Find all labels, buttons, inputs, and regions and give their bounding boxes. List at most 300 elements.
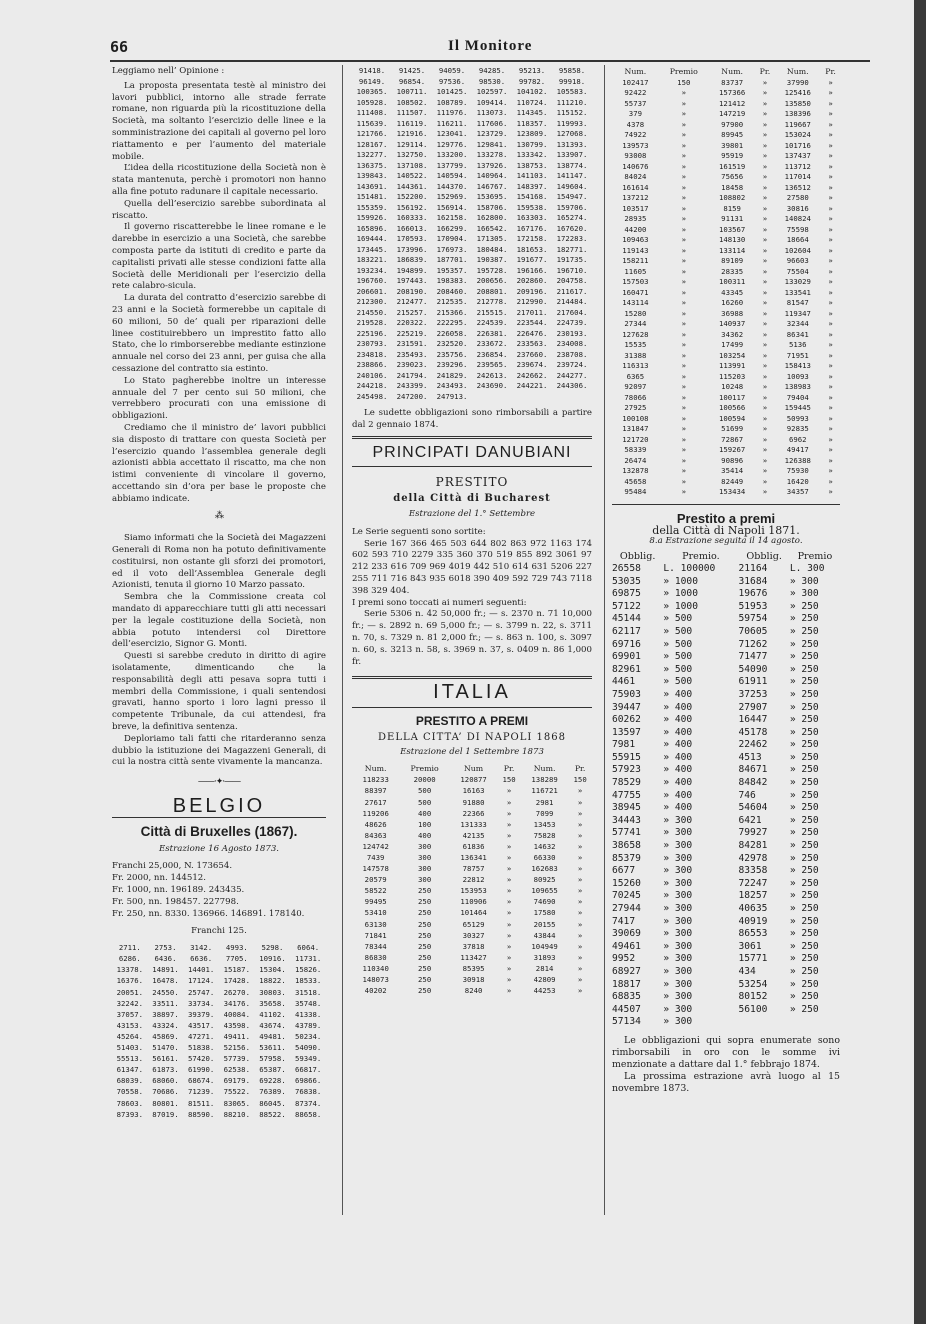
table-cell: 180484.: [476, 244, 508, 254]
table-cell: 130799.: [516, 139, 548, 149]
table-row: [352, 161, 592, 172]
table-row: [612, 193, 840, 204]
table-cell: »: [762, 193, 768, 203]
table-cell: 172283.: [556, 234, 588, 243]
table-cell: »: [762, 434, 768, 444]
table-cell: 115203: [718, 371, 746, 381]
table-cell: 51470.: [152, 1043, 179, 1053]
table-cell: 170904.: [436, 234, 468, 243]
table-cell: 156192.: [396, 202, 428, 212]
table-row: [352, 841, 592, 852]
opinione-intro: Leggiamo nell’ Opinione :: [112, 66, 225, 76]
table-cell: 96149.: [358, 76, 386, 86]
table-cell: 119347: [784, 308, 811, 318]
table-cell: » 250: [789, 852, 819, 864]
table-cell: 8159: [723, 203, 741, 213]
table-row: [612, 702, 840, 715]
table-cell: 75930: [786, 466, 809, 476]
table-cell: 151481.: [356, 192, 388, 201]
table-cell: 102604: [784, 245, 811, 255]
table-row: [612, 372, 840, 383]
table-cell: 39069: [612, 928, 641, 940]
table-cell: 15304.: [259, 965, 286, 975]
table-row: [612, 351, 840, 362]
table-cell: 119667: [784, 119, 811, 129]
table-cell: 60262: [612, 714, 641, 726]
table-cell: » 400: [663, 789, 693, 801]
table-row: [612, 865, 840, 878]
table-cell: » 300: [663, 991, 693, 1003]
table-row: [612, 827, 840, 840]
table-cell: »: [506, 975, 512, 985]
table-cell: 214550.: [356, 307, 388, 317]
table-cell: 500: [418, 786, 432, 796]
table-cell: 250: [418, 952, 432, 962]
table-cell: 86045.: [259, 1098, 286, 1108]
table-row: [352, 830, 592, 841]
column-header: Num: [463, 763, 484, 773]
table-cell: 49411.: [223, 1031, 250, 1041]
table-cell: 9952: [612, 953, 636, 965]
table-cell: 111210.: [556, 97, 588, 107]
table-cell: » 400: [663, 764, 693, 776]
table-cell: »: [828, 329, 833, 339]
table-cell: » 250: [789, 726, 819, 738]
table-cell: »: [762, 487, 768, 497]
table-cell: » 250: [789, 789, 819, 801]
table-cell: »: [828, 298, 833, 308]
table-cell: 6636.: [190, 954, 213, 964]
table-cell: 74922: [624, 130, 647, 140]
table-cell: 68039.: [116, 1076, 143, 1086]
article-paragraph: Crediamo che il ministro de’ lavori pubblici sia disposto di trattare con questa Società per l’esercizio quando l’assemblea generale degli azionisti abbia accettato il riscatto, ma che non istimi conveniente di vincolare il governo, accettando sin d’ora per base le proposte che abbiamo indicate.: [112, 422, 326, 504]
table-cell: 167620.: [556, 223, 588, 233]
table-row: [612, 109, 840, 120]
table-cell: »: [828, 214, 833, 224]
table-cell: 110906: [460, 897, 487, 907]
table-cell: » 250: [789, 802, 819, 814]
table-cell: »: [681, 466, 686, 476]
table-cell: 170593.: [396, 234, 428, 243]
table-cell: 143114: [622, 298, 649, 308]
table-cell: 104949: [531, 941, 558, 951]
table-cell: 127068.: [556, 129, 588, 138]
table-cell: 108802: [718, 193, 746, 203]
table-cell: 54604: [738, 802, 768, 814]
table-row: [612, 277, 840, 288]
table-cell: 65387.: [259, 1065, 286, 1075]
table-cell: »: [762, 277, 768, 287]
table-cell: 81511.: [187, 1098, 215, 1108]
table-cell: »: [828, 371, 833, 381]
table-cell: 150: [677, 77, 691, 87]
table-row: [612, 151, 840, 162]
table-row: [352, 896, 592, 907]
italia-title: ITALIA: [433, 681, 511, 704]
table-cell: »: [681, 256, 686, 266]
table-row: [612, 130, 840, 141]
table-row: [352, 297, 592, 308]
table-cell: 152200.: [396, 192, 428, 201]
prize-intro: I premi sono toccati ai numeri seguenti:: [352, 597, 527, 608]
table-row: [352, 797, 592, 808]
table-cell: 53254: [738, 978, 768, 990]
table-cell: 76389.: [259, 1087, 286, 1097]
table-cell: 4993.: [225, 943, 248, 953]
table-cell: 109655: [531, 886, 558, 896]
table-cell: 51953: [738, 600, 768, 612]
table-cell: »: [681, 98, 686, 108]
table-cell: 117014: [784, 172, 811, 182]
belgio-title: BELGIO: [172, 795, 266, 818]
table-row: [612, 601, 840, 614]
table-cell: »: [681, 340, 686, 350]
table-cell: »: [577, 786, 583, 796]
table-cell: 110340: [362, 963, 389, 973]
table-cell: 15771: [738, 953, 768, 965]
table-cell: » 400: [663, 701, 693, 713]
masthead: Il Monitore: [448, 38, 533, 54]
table-cell: »: [681, 193, 686, 203]
table-cell: 58339: [624, 445, 647, 455]
table-cell: »: [828, 476, 833, 486]
table-cell: 133541: [784, 287, 811, 297]
table-row: [612, 445, 840, 456]
column-1: [112, 66, 326, 1120]
table-cell: 113991: [718, 361, 746, 371]
table-cell: »: [577, 952, 583, 962]
table-cell: 111976.: [436, 108, 468, 117]
table-cell: 99782.: [518, 76, 546, 86]
table-cell: 125416: [784, 88, 811, 98]
table-cell: 113073.: [476, 108, 508, 117]
table-cell: 100594: [718, 413, 746, 423]
table-cell: 6677: [612, 865, 636, 877]
table-cell: 26270.: [223, 987, 250, 997]
table-cell: 43844: [533, 930, 556, 940]
column-header: Num.: [364, 763, 387, 773]
table-cell: 6365: [626, 371, 645, 381]
table-cell: »: [762, 119, 768, 129]
table-cell: 78529: [612, 777, 641, 789]
table-cell: 2753.: [154, 943, 177, 953]
column-header: Pr.: [759, 67, 771, 76]
table-cell: 100117: [718, 392, 746, 402]
table-cell: 93008: [624, 151, 647, 161]
table-cell: »: [577, 908, 583, 918]
table-cell: 116721: [531, 786, 558, 796]
table-cell: » 250: [789, 978, 819, 990]
table-cell: 127628: [622, 329, 649, 339]
table-row: [352, 77, 592, 88]
table-row: [352, 129, 592, 140]
header-rule: [110, 60, 870, 62]
table-cell: 15187.: [223, 965, 250, 975]
table-row: [352, 852, 592, 863]
table-cell: 162683: [531, 864, 558, 874]
table-cell: 18822.: [259, 976, 286, 986]
table-cell: 238866.: [356, 360, 388, 369]
table-cell: 103517: [622, 203, 649, 213]
table-cell: 115152.: [556, 108, 588, 117]
table-cell: » 400: [663, 726, 693, 738]
napoli-1868-sub: DELLA CITTA’ DI NAPOLI 1868: [378, 731, 566, 743]
table-cell: 21164: [738, 562, 768, 574]
table-cell: 27925: [624, 403, 647, 413]
table-cell: 75656: [721, 172, 744, 182]
column-divider: [342, 65, 343, 1215]
table-cell: 87019.: [152, 1109, 179, 1119]
table-cell: 79927: [738, 827, 768, 839]
table-cell: 59349.: [294, 1054, 322, 1064]
table-cell: 40635: [738, 903, 768, 915]
table-cell: 163303.: [516, 213, 548, 222]
table-cell: 36988: [721, 308, 744, 318]
table-cell: »: [762, 287, 768, 297]
table-cell: »: [681, 455, 686, 465]
table-row: [352, 140, 592, 151]
table-cell: 20051.: [116, 987, 143, 997]
table-cell: »: [828, 151, 833, 161]
table-cell: »: [577, 808, 583, 818]
table-cell: »: [681, 382, 686, 392]
table-row: [612, 613, 840, 626]
table-cell: 140676: [622, 161, 649, 171]
table-cell: » 250: [789, 991, 819, 1003]
table-row: [612, 739, 840, 752]
napoli-1871-title: Prestito a premi: [676, 510, 776, 526]
table-cell: 208190.: [396, 286, 428, 296]
table-cell: »: [681, 413, 686, 423]
table-cell: 243399.: [396, 381, 428, 390]
table-cell: 38945: [612, 802, 641, 814]
table-row: [612, 991, 840, 1004]
table-row: [352, 885, 592, 896]
table-cell: 202860.: [516, 276, 548, 285]
table-row: [612, 466, 840, 477]
table-cell: 139843.: [356, 171, 388, 180]
table-cell: »: [762, 329, 768, 339]
table-cell: » 300: [663, 827, 693, 839]
bucharest-date: Estrazione del 1.° Settembre: [408, 508, 536, 519]
table-cell: 14891.: [152, 965, 179, 975]
table-cell: »: [506, 963, 512, 973]
table-row: [612, 225, 840, 236]
table-cell: »: [681, 130, 686, 140]
table-cell: 27944: [612, 903, 641, 915]
table-cell: » 300: [789, 575, 819, 587]
table-cell: » 250: [789, 1003, 819, 1015]
table-cell: 148130: [718, 235, 746, 245]
table-cell: 144370.: [436, 181, 468, 191]
table-row: [612, 78, 840, 89]
article-paragraph: Sembra che la Commissione creata col mandato di apparecchiare tutti gli atti necessari per la legale costituzione della Società, non abbia potuto intendersi col Direttore dell’esercizio, Signor G. Monti.: [112, 592, 326, 650]
table-cell: 49417: [786, 445, 809, 455]
table-cell: 118233: [362, 775, 389, 785]
table-cell: 62538.: [223, 1065, 250, 1075]
table-cell: 154168.: [516, 192, 548, 201]
table-cell: » 300: [663, 1003, 693, 1015]
table-cell: 242662.: [516, 370, 548, 380]
table-cell: 34362: [721, 329, 744, 339]
table-cell: 45178: [738, 726, 768, 738]
table-cell: 165896.: [356, 223, 388, 233]
table-cell: »: [762, 319, 768, 329]
table-cell: 195728.: [476, 265, 508, 275]
table-row: [612, 903, 840, 916]
table-cell: 241794.: [396, 370, 428, 380]
table-row: [352, 213, 592, 224]
table-row: [352, 371, 592, 382]
table-cell: »: [828, 287, 833, 297]
table-cell: 8240: [464, 986, 483, 996]
table-row: [612, 563, 840, 576]
table-cell: » 300: [663, 903, 693, 915]
table-cell: 117606.: [476, 118, 508, 128]
prize-line: Fr. 250, nn. 8330. 136966. 146891. 178140.: [112, 908, 305, 919]
table-cell: 71951: [786, 350, 809, 360]
table-cell: »: [577, 797, 583, 807]
table-cell: 88522.: [259, 1109, 286, 1119]
table-cell: » 400: [663, 714, 693, 726]
table-cell: 182771.: [556, 244, 588, 254]
table-cell: 233672.: [476, 339, 508, 348]
table-cell: 158706.: [476, 202, 508, 212]
table-cell: »: [762, 445, 768, 455]
table-cell: »: [506, 986, 512, 996]
table-cell: 18817: [612, 978, 641, 990]
table-cell: 379: [628, 109, 642, 119]
table-cell: 35658.: [259, 998, 286, 1008]
table-cell: »: [506, 841, 512, 851]
table-cell: 92097: [624, 382, 647, 392]
table-cell: » 250: [789, 751, 819, 763]
table-cell: 215257.: [396, 307, 428, 317]
table-cell: »: [762, 130, 768, 140]
table-cell: » 300: [663, 978, 693, 990]
table-row: [612, 456, 840, 467]
table-cell: 75522.: [223, 1087, 250, 1097]
table-row: [612, 267, 840, 278]
table-cell: 14632: [533, 841, 556, 851]
table-cell: 66817.: [294, 1065, 322, 1075]
table-row: [112, 1098, 326, 1109]
table-cell: » 250: [789, 903, 819, 915]
table-cell: 45658: [624, 476, 647, 486]
column-header: Pr.: [574, 763, 586, 773]
table-cell: »: [577, 864, 583, 874]
table-cell: 75828: [533, 830, 556, 840]
table-cell: 70245: [612, 890, 641, 902]
table-cell: 219528.: [356, 318, 388, 327]
table-cell: »: [577, 830, 583, 840]
table-cell: 7417: [612, 915, 636, 927]
table-cell: 16163: [462, 786, 485, 796]
table-cell: 157503: [622, 277, 649, 287]
table-cell: 230193.: [556, 328, 588, 338]
table-cell: 45869.: [152, 1031, 179, 1041]
table-cell: » 500: [663, 613, 693, 625]
table-cell: »: [762, 476, 768, 486]
bruxelles-prizes: [112, 861, 326, 920]
table-cell: 159926.: [356, 213, 388, 222]
column-header: Obblig.: [619, 551, 656, 563]
table-cell: » 250: [789, 714, 819, 726]
table-cell: 241829.: [436, 370, 468, 380]
table-cell: 61911: [738, 676, 768, 688]
table-cell: 88590.: [187, 1109, 215, 1119]
table-cell: 71262: [738, 638, 768, 650]
table-row: [352, 808, 592, 819]
table-cell: 30803.: [259, 987, 286, 997]
table-cell: » 400: [663, 739, 693, 751]
table-cell: » 250: [789, 890, 819, 902]
prize-line: Fr. 1000, nn. 196189. 243435.: [112, 885, 245, 895]
table-cell: » 250: [789, 965, 819, 977]
table-cell: » 500: [663, 625, 693, 637]
table-cell: 236854.: [476, 349, 508, 359]
binding-edge: [914, 0, 926, 1324]
table-cell: »: [506, 908, 512, 918]
table-cell: 139573: [622, 140, 649, 150]
table-cell: 56100: [738, 1003, 768, 1015]
table-cell: » 300: [663, 953, 693, 965]
table-cell: 84281: [738, 840, 768, 852]
table-row: [612, 639, 840, 652]
table-cell: 162800.: [476, 213, 508, 222]
table-cell: 42978: [738, 852, 768, 864]
table-cell: 5298.: [261, 943, 284, 953]
table-cell: 53611.: [259, 1043, 286, 1053]
table-cell: 102597.: [476, 87, 508, 96]
table-cell: 152969.: [436, 192, 468, 201]
table-row: [612, 403, 840, 414]
table-cell: »: [681, 88, 686, 98]
table-cell: 98530.: [478, 76, 506, 86]
table-cell: » 300: [663, 1016, 693, 1028]
napoli-note-1: Le obbligazioni qui sopra enumerate sono rimborsabili in oro con le somme ivi menzionate a dattare dal 1.° febbrajo 1874.: [612, 1034, 840, 1070]
table-cell: 181653.: [516, 244, 548, 254]
table-cell: 159445: [784, 403, 811, 413]
table-cell: 17124.: [187, 976, 215, 986]
table-cell: 160333.: [396, 213, 428, 222]
table-cell: 135850: [784, 98, 811, 108]
table-cell: »: [681, 350, 686, 360]
table-cell: 250: [418, 986, 432, 996]
table-cell: 400: [418, 830, 432, 840]
table-cell: »: [681, 392, 686, 402]
table-cell: 30327: [462, 930, 485, 940]
table-cell: »: [762, 424, 768, 434]
table-cell: 187701.: [436, 255, 468, 264]
table-cell: »: [762, 266, 768, 276]
prestito-heading: PRESTITO: [435, 475, 509, 490]
table-cell: 70605: [738, 625, 768, 637]
table-cell: »: [762, 298, 768, 308]
table-cell: 97900: [721, 119, 744, 129]
table-cell: »: [762, 77, 768, 87]
table-cell: 116119.: [396, 118, 428, 128]
table-cell: 32242.: [116, 998, 143, 1008]
table-row: [112, 1053, 326, 1064]
table-cell: »: [762, 361, 768, 371]
table-cell: 119143: [622, 245, 649, 255]
ornament-divider: ——·✦·——: [197, 777, 241, 788]
table-cell: » 500: [663, 638, 693, 650]
table-cell: » 250: [789, 613, 819, 625]
table-cell: 239724.: [556, 360, 588, 369]
table-cell: 234008.: [556, 339, 588, 348]
